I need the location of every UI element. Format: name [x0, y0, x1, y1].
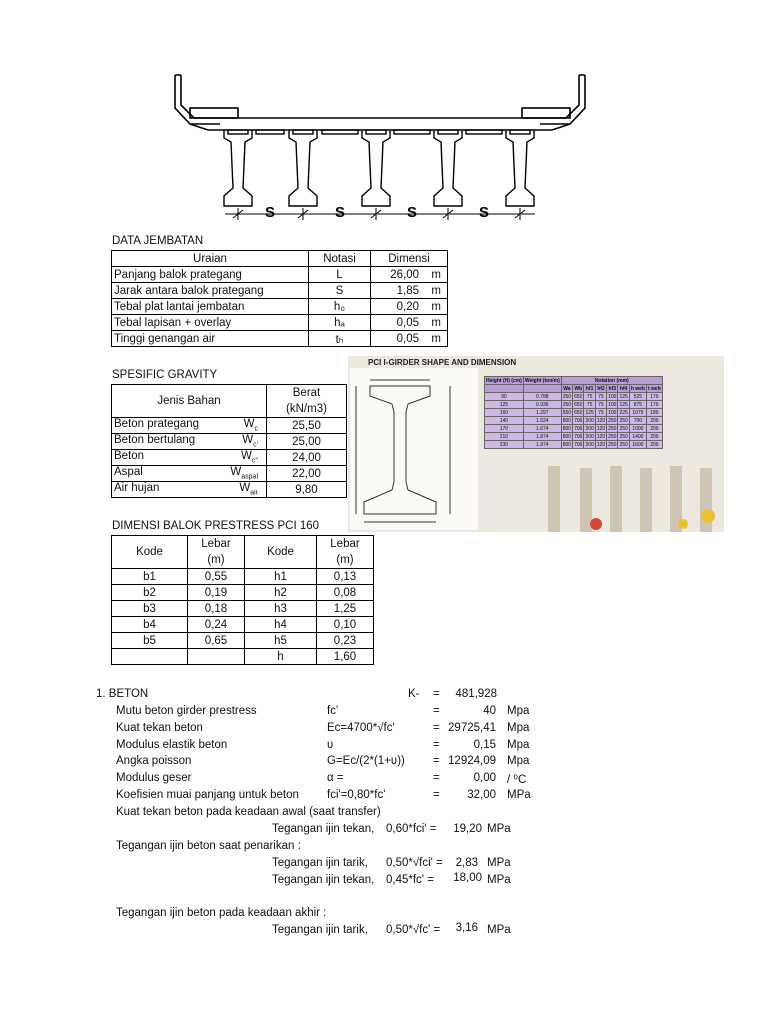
akhir-formula: 0,50*√fc' = — [386, 924, 441, 936]
cell-kode: h — [245, 649, 317, 665]
cell-notasi: S — [309, 283, 371, 299]
pci-head-hweb: h web — [630, 385, 645, 392]
pci-cell: 200 — [585, 433, 594, 440]
pci-cell: 75 — [595, 401, 606, 409]
cell-dimensi: 0,05 m — [371, 315, 448, 331]
cell-kode: h3 — [245, 601, 317, 617]
header-uraian: Uraian — [112, 251, 309, 267]
cell-kode: b3 — [112, 601, 188, 617]
beton-param-equals: = — [433, 755, 440, 768]
pci-head-notation: Notation (mm) — [561, 377, 662, 385]
table-row — [112, 569, 374, 585]
cell-kode: b5 — [112, 633, 188, 649]
pci-girder-photo — [348, 356, 724, 532]
pci-cell: 700 — [574, 433, 583, 440]
pci-cell: 210 — [485, 433, 524, 441]
cell-dimensi: 0,20 m — [371, 299, 448, 315]
akhir-unit: MPa — [487, 924, 511, 936]
penarikan-formula-2: 0,45*fc' = — [386, 874, 434, 886]
beton-param-label: Koefisien muai panjang untuk beton — [116, 789, 299, 801]
table-row — [112, 267, 448, 283]
cell-uraian: Jarak antara balok prategang — [112, 283, 309, 299]
table-row — [112, 299, 448, 315]
penarikan-label-1: Tegangan ijin tarik, — [272, 857, 368, 869]
beton-heading: 1. BETON — [96, 688, 149, 700]
pci-cell: 100 — [608, 401, 617, 408]
beton-param-equals: = — [433, 738, 440, 751]
cell-lebar: 0,23 — [317, 633, 374, 649]
pci-cell: 75 — [584, 393, 595, 401]
penarikan-value-1: 2,83 — [455, 857, 478, 869]
pci-head-hf3: hf3 — [608, 385, 617, 392]
table-row — [112, 283, 448, 299]
cell-berat: 24,00 — [267, 450, 347, 466]
pci-cell: 650 — [574, 401, 583, 408]
beton-param-equals: = — [433, 721, 440, 734]
penarikan-label-2: Tegangan ijin tekan, — [272, 874, 375, 886]
cell-notasi: L — [309, 267, 371, 283]
pci-cell: 250 — [619, 441, 628, 448]
pci-cell: 1400 — [629, 433, 646, 441]
bridge-cross-section-drawing — [0, 0, 768, 230]
beton-param-value: 12924,09 — [448, 755, 496, 768]
pci-cell: 200 — [585, 417, 594, 424]
pci-cell: 120 — [596, 417, 606, 424]
cell-notasi: tₕ — [309, 331, 371, 347]
beton-param-formula: G=Ec/(2*(1+ʋ)) — [327, 755, 405, 768]
pci-cell: 800 — [562, 441, 572, 448]
beton-param-formula: fc' — [327, 705, 339, 717]
penarikan-unit-2: MPa — [487, 874, 511, 886]
cell-kode: b1 — [112, 569, 188, 585]
beton-param-label: Angka poisson — [116, 755, 192, 768]
pci-cell: 700 — [574, 417, 583, 424]
pci-head-hf4: hf4 — [619, 385, 628, 392]
table-row — [112, 601, 374, 617]
pci-cell: 875 — [629, 401, 646, 409]
akhir-title: Tegangan ijin beton pada keadaan akhir : — [116, 907, 327, 919]
pci-cell: 100 — [608, 409, 617, 416]
table-row — [485, 433, 663, 441]
pci-cell: 650 — [574, 393, 583, 400]
header-berat: Berat (kN/m3) — [267, 385, 347, 418]
pci-cell: 700 — [574, 441, 583, 448]
beton-param-equals: = — [433, 705, 440, 717]
header-kode-h: Kode — [245, 536, 317, 569]
pci-cell: 1600 — [629, 441, 646, 449]
pci-cell: 200 — [585, 441, 594, 448]
cell-dimensi: 0,05 m — [371, 331, 448, 347]
pci-cell: 250 — [608, 433, 617, 440]
cell-kode: h2 — [245, 585, 317, 601]
table-row — [112, 315, 448, 331]
table-row — [112, 434, 347, 450]
table-row — [112, 450, 347, 466]
pci-cell: 100 — [608, 393, 617, 400]
pci-cell: 200 — [585, 425, 594, 432]
pci-cell: 170 — [646, 393, 662, 401]
pci-cell: 700 — [574, 425, 583, 432]
cell-bahan: Beton prategang $W_c$ — [112, 418, 267, 434]
cell-lebar: 0,10 — [317, 617, 374, 633]
beton-param-label: Mutu beton girder prestress — [116, 705, 257, 717]
cell-notasi: hₐ — [309, 315, 371, 331]
cell-lebar: 0,65 — [188, 633, 245, 649]
pci-cell: 250 — [608, 417, 617, 424]
cell-uraian: Tebal lapisan + overlay — [112, 315, 309, 331]
beton-param-unit: / ⁰C — [507, 774, 527, 787]
beton-param-value: 40 — [483, 705, 496, 717]
pci-cell: 75 — [595, 393, 606, 401]
cell-lebar: 0,55 — [188, 569, 245, 585]
table-row — [112, 585, 374, 601]
pci-cell: 250 — [608, 441, 617, 448]
table-row — [112, 617, 374, 633]
cell-kode: h5 — [245, 633, 317, 649]
cell-lebar: 0,24 — [188, 617, 245, 633]
pci-cell: 125 — [485, 401, 524, 409]
cell-dimensi: 1,85 m — [371, 283, 448, 299]
awal-formula: 0,60*fci' = — [386, 823, 437, 835]
penarikan-unit-1: MPa — [487, 857, 511, 869]
cell-kode: h4 — [245, 617, 317, 633]
span-label-s2: S — [334, 204, 346, 221]
cell-kode: b4 — [112, 617, 188, 633]
pci-cell: 1.297 — [523, 409, 561, 417]
header-lebar-h: Lebar (m) — [317, 536, 374, 569]
table-row — [485, 401, 663, 409]
pci-cell: 1.674 — [523, 425, 561, 433]
pci-cell: 120 — [596, 425, 606, 432]
pci-cell: 350 — [562, 401, 572, 408]
beton-param-label: Kuat tekan beton — [116, 721, 203, 734]
table-row — [485, 393, 663, 401]
cell-lebar: 1,25 — [317, 601, 374, 617]
header-lebar-b: Lebar (m) — [188, 536, 245, 569]
header-notasi: Notasi — [309, 251, 371, 267]
pci-cell: 650 — [574, 409, 583, 416]
pci-cell: 120 — [596, 433, 606, 440]
cell-dimensi: 26,00 m — [371, 267, 448, 283]
table-row — [112, 633, 374, 649]
pci-cell: 120 — [596, 441, 606, 448]
cell-lebar: 0,13 — [317, 569, 374, 585]
beton-param-label: Modulus geser — [116, 772, 192, 785]
pci-cell: 125 — [619, 393, 628, 400]
beton-param-value: 29725,41 — [448, 721, 496, 734]
beton-param-equals: = — [433, 789, 440, 801]
cell-bahan: Air hujan $W_{air}$ — [112, 482, 267, 498]
pci-cell: 800 — [562, 433, 572, 440]
pci-cell: 180 — [646, 409, 662, 417]
beton-param-unit: Mpa — [507, 755, 530, 768]
cell-uraian: Tinggi genangan air — [112, 331, 309, 347]
pci-cell: 350 — [562, 393, 572, 400]
cell-uraian: Panjang balok prategang — [112, 267, 309, 283]
beton-param-value: 0,00 — [473, 772, 496, 785]
k-value: 481,928 — [455, 688, 497, 700]
data-jembatan-table — [111, 250, 448, 347]
table-row — [112, 331, 448, 347]
beton-param-unit: Mpa — [507, 705, 530, 717]
awal-value: 19,20 — [453, 823, 482, 835]
beton-param-label: Modulus elastik beton — [116, 738, 228, 751]
cell-berat: 22,00 — [267, 466, 347, 482]
span-label-s4: S — [478, 204, 490, 221]
pci-head-hf2: hf2 — [597, 385, 605, 392]
dimensi-balok-title: DIMENSI BALOK PRESTRESS PCI 160 — [112, 520, 320, 532]
pci-cell: 0.788 — [523, 393, 561, 401]
pci-cell: 90 — [485, 393, 524, 401]
table-row — [112, 418, 347, 434]
data-jembatan-title: DATA JEMBATAN — [112, 235, 204, 247]
span-label-s1: S — [264, 204, 276, 221]
cell-lebar — [188, 649, 245, 665]
penarikan-formula-1: 0,50*√fci' = — [386, 857, 443, 869]
k-equals: = — [433, 688, 440, 700]
span-label-s3: S — [406, 204, 418, 221]
beton-param-formula: Eс=4700*√fc' — [327, 721, 395, 734]
pci-cell: 250 — [608, 425, 617, 432]
pci-cell: 1000 — [629, 425, 646, 433]
pci-cell: 250 — [619, 417, 628, 424]
pci-cell: 170 — [646, 401, 662, 409]
pci-head-height: Height (H) (cm) — [486, 377, 522, 384]
specific-gravity-table — [111, 384, 347, 498]
photo-title: PCI I-GIRDER SHAPE AND DIMENSION — [368, 358, 517, 367]
table-row — [485, 409, 663, 417]
k-label: K- — [408, 688, 420, 700]
pci-cell: 1.524 — [523, 417, 561, 425]
beton-param-formula: α = — [327, 772, 344, 785]
pci-cell: 230 — [485, 441, 524, 449]
cell-kode — [112, 649, 188, 665]
pci-cell: 125 — [585, 409, 594, 416]
beton-param-equals: = — [433, 772, 440, 785]
beton-param-formula: ʋ — [327, 738, 334, 751]
pci-cell: 140 — [485, 417, 524, 425]
cell-uraian: Tebal plat lantai jembatan — [112, 299, 309, 315]
cell-notasi: h₀ — [309, 299, 371, 315]
table-row — [112, 649, 374, 665]
penarikan-title: Tegangan ijin beton saat penarikan : — [116, 840, 301, 852]
table-row — [112, 482, 347, 498]
cell-bahan: Beton $W_{c''}$ — [112, 450, 267, 466]
table-row — [485, 425, 663, 433]
beton-param-value: 32,00 — [467, 789, 496, 801]
pci-cell: 250 — [619, 425, 628, 432]
pci-cell: 75 — [595, 409, 606, 417]
awal-unit: MPa — [487, 823, 511, 835]
header-dimensi: Dimensi — [371, 251, 448, 267]
pci-cell: 1.874 — [523, 433, 561, 441]
beton-param-unit: MPa — [507, 789, 531, 801]
header-kode-b: Kode — [112, 536, 188, 569]
pci-cell: 525 — [629, 393, 646, 401]
specific-gravity-title: SPESIFIC GRAVITY — [112, 369, 218, 381]
pci-cell: 160 — [485, 409, 524, 417]
dimensi-balok-table — [111, 535, 374, 665]
table-row — [485, 417, 663, 425]
pci-cell: 250 — [619, 433, 628, 440]
pci-cell: 200 — [646, 433, 662, 441]
beton-param-unit: Mpa — [507, 738, 530, 751]
beton-param-formula: fci'=0,80*fc' — [327, 789, 386, 801]
pci-head-wb: Wb — [574, 385, 583, 392]
pci-cell: 800 — [562, 417, 572, 424]
pci-cell: 75 — [584, 401, 595, 409]
cell-lebar: 0,19 — [188, 585, 245, 601]
cell-berat: 25,50 — [267, 418, 347, 434]
beton-param-value: 0,15 — [473, 738, 496, 751]
pci-head-wa: Wa — [561, 385, 572, 393]
beton-param-unit: Mpa — [507, 721, 530, 734]
cell-lebar: 0,18 — [188, 601, 245, 617]
pci-cell: 225 — [619, 409, 628, 416]
table-row — [485, 441, 663, 449]
cell-berat: 25,00 — [267, 434, 347, 450]
pci-head-tweb: t web — [647, 385, 661, 392]
cell-bahan: Beton bertulang $W_{c'}$ — [112, 434, 267, 450]
pci-cell: 125 — [619, 401, 628, 408]
pci-cell: 200 — [646, 441, 662, 449]
pci-head-hf1: hf1 — [585, 385, 594, 392]
pci-cell: 1075 — [629, 409, 646, 417]
header-jenis-bahan: Jenis Bahan — [112, 385, 267, 418]
pci-cell: 800 — [562, 425, 572, 432]
akhir-value: 3,16 — [455, 922, 478, 934]
cell-kode: h1 — [245, 569, 317, 585]
table-row — [112, 466, 347, 482]
penarikan-value-2: 18,00 — [453, 872, 482, 884]
cell-lebar: 0,08 — [317, 585, 374, 601]
awal-title: Kuat tekan beton pada keadaan awal (saat transfer) — [116, 806, 381, 818]
cell-lebar: 1,60 — [317, 649, 374, 665]
pci-cell: 200 — [646, 425, 662, 433]
pci-cell: 1.974 — [523, 441, 561, 449]
pci-head-weight: Weight (ton/m) — [524, 377, 560, 384]
cell-kode: b2 — [112, 585, 188, 601]
akhir-label: Tegangan ijin tarik, — [272, 924, 368, 936]
pci-cell: 200 — [646, 417, 662, 425]
pci-cell: 0.936 — [523, 401, 561, 409]
cell-bahan: Aspal $W_{aspal}$ — [112, 466, 267, 482]
pci-cell: 550 — [562, 409, 572, 416]
pci-dimension-table — [484, 376, 663, 449]
pci-cell: 170 — [485, 425, 524, 433]
pci-cell: 700 — [629, 417, 646, 425]
cell-berat: 9,80 — [267, 482, 347, 498]
awal-label: Tegangan ijin tekan, — [272, 823, 375, 835]
